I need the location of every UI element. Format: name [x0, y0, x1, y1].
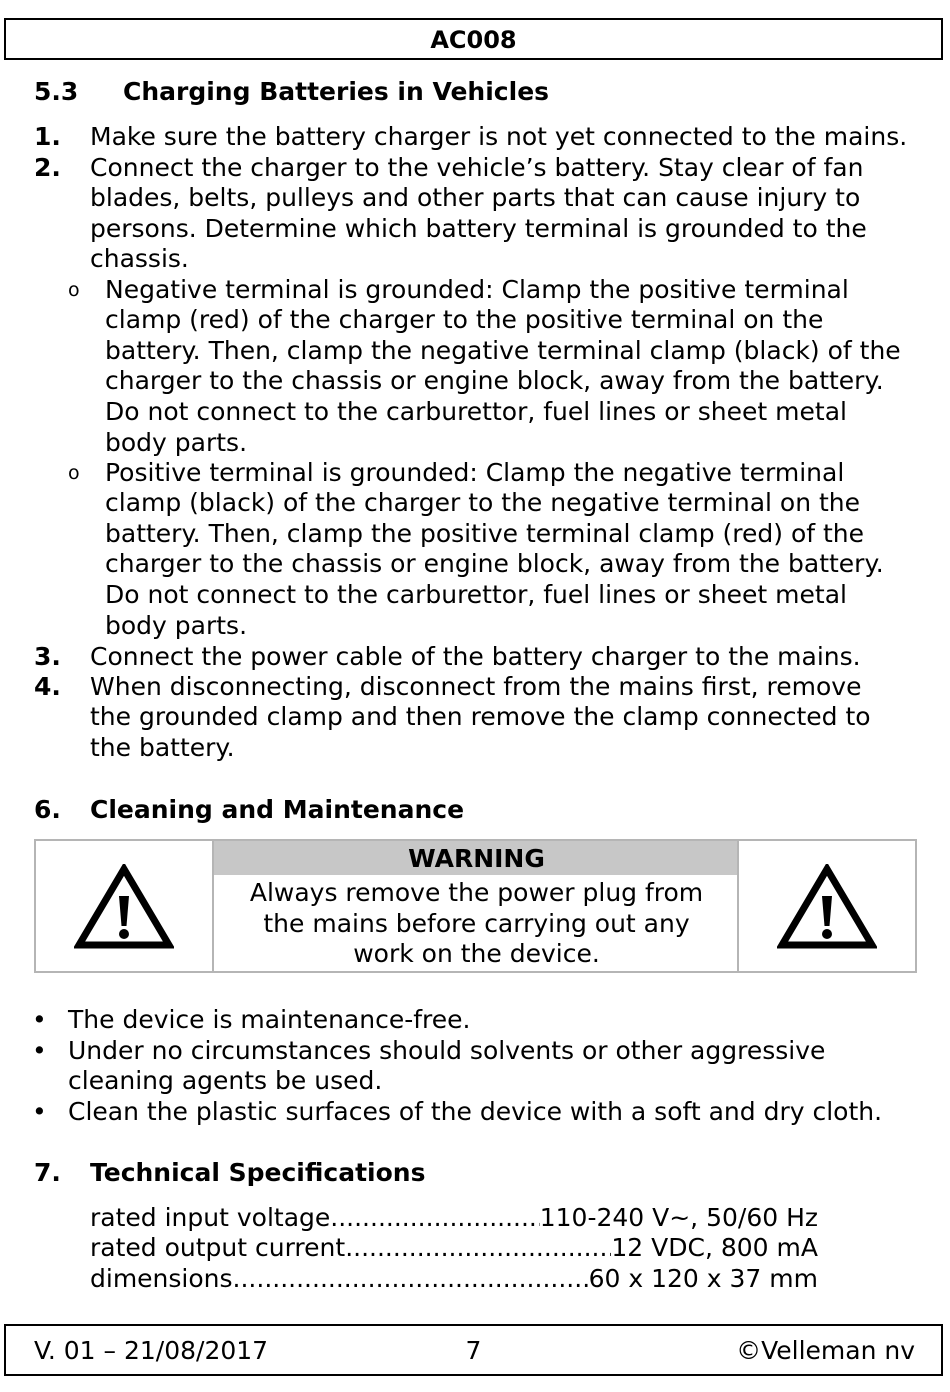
step-text: persons. Determine which battery terminal is grounded to the [90, 214, 867, 243]
bullet-dot: • [32, 1036, 47, 1065]
footer-version: V. 01 – 21/08/2017 [34, 1336, 269, 1365]
step-text: Make sure the battery charger is not yet connected to the mains. [90, 122, 908, 151]
spec-value: 60 x 120 x 37 mm [588, 1263, 818, 1293]
section-5-3-number: 5.3 [34, 77, 79, 106]
sub-bullet: o [68, 279, 80, 301]
spec-table [90, 1203, 818, 1294]
bullet-dot: • [32, 1097, 47, 1126]
step-text: the battery. [90, 733, 235, 762]
warning-line: work on the device. [353, 939, 600, 969]
page-footer [4, 1324, 943, 1376]
warning-text [214, 875, 739, 970]
spec-row [90, 1264, 818, 1294]
step-number: 2. [34, 153, 61, 182]
spec-label: rated output current [90, 1233, 346, 1263]
spec-row [90, 1233, 818, 1263]
step-text: When disconnecting, disconnect from the mains first, remove [90, 672, 862, 701]
sub-item-text: battery. Then, clamp the positive terminal clamp (red) of the [105, 519, 865, 548]
sub-item-text: Do not connect to the carburettor, fuel lines or sheet metal [105, 397, 847, 426]
spec-label: dimensions [90, 1263, 233, 1293]
warning-line: the mains before carrying out any [263, 908, 690, 938]
spec-row [90, 1203, 818, 1233]
spec-leader-dots [345, 1233, 611, 1263]
spec-label: rated input voltage [90, 1203, 331, 1232]
section-7-title: Technical Specifications [90, 1158, 426, 1187]
sub-item-text: body parts. [105, 611, 248, 640]
sub-item-text: battery. Then, clamp the negative terminal clamp (black) of the [105, 336, 901, 365]
step-text: Connect the power cable of the battery charger to the mains. [90, 642, 861, 671]
footer-page-number: 7 [465, 1336, 482, 1365]
section-7-number: 7. [34, 1158, 61, 1187]
step-text: Connect the charger to the vehicle’s battery. Stay clear of fan [90, 153, 864, 182]
sub-item-text: body parts. [105, 428, 248, 457]
footer-copyright: ©Velleman nv [736, 1336, 915, 1365]
step-text: blades, belts, pulleys and other parts that can cause injury to [90, 183, 861, 212]
warning-icon-cell-right [737, 841, 915, 971]
sub-item-text: charger to the chassis or engine block, away from the battery. [105, 366, 884, 395]
sub-item-text: charger to the chassis or engine block, away from the battery. [105, 549, 884, 578]
sub-item-text: clamp (black) of the charger to the negative terminal on the [105, 488, 861, 517]
warning-triangle-icon [74, 864, 174, 950]
bullet-text: The device is maintenance-free. [68, 1005, 471, 1034]
warning-heading: WARNING [214, 841, 739, 875]
warning-icon-cell-left [36, 841, 214, 971]
section-6-number: 6. [34, 795, 61, 824]
spec-leader-dots [233, 1264, 589, 1294]
bullet-dot: • [32, 1005, 47, 1034]
page-header [4, 18, 943, 60]
spec-leader-dots [330, 1203, 539, 1233]
bullet-text: cleaning agents be used. [68, 1066, 383, 1095]
sub-item-text: Do not connect to the carburettor, fuel lines or sheet metal [105, 580, 847, 609]
section-5-3-title: Charging Batteries in Vehicles [123, 77, 550, 106]
step-text: the grounded clamp and then remove the clamp connected to [90, 702, 871, 731]
warning-triangle-icon [777, 864, 877, 950]
sub-item-text: Negative terminal is grounded: Clamp the positive terminal [105, 275, 849, 304]
bullet-text: Clean the plastic surfaces of the device with a soft and dry cloth. [68, 1097, 883, 1126]
sub-bullet: o [68, 462, 80, 484]
section-6-title: Cleaning and Maintenance [90, 795, 465, 824]
bullet-text: Under no circumstances should solvents or other aggressive [68, 1036, 826, 1065]
step-number: 4. [34, 672, 61, 701]
sub-item-text: clamp (red) of the charger to the positive terminal on the [105, 305, 824, 334]
step-number: 3. [34, 642, 61, 671]
warning-line: Always remove the power plug from [249, 878, 704, 907]
step-text: chassis. [90, 244, 189, 273]
warning-content [214, 841, 739, 971]
warning-box [34, 839, 917, 973]
spec-value: 12 VDC, 800 mA [611, 1233, 818, 1263]
step-number: 1. [34, 122, 61, 151]
model-code: AC008 [430, 26, 517, 54]
sub-item-text: Positive terminal is grounded: Clamp the negative terminal [105, 458, 845, 487]
spec-value: 110-240 V~, 50/60 Hz [539, 1203, 818, 1232]
